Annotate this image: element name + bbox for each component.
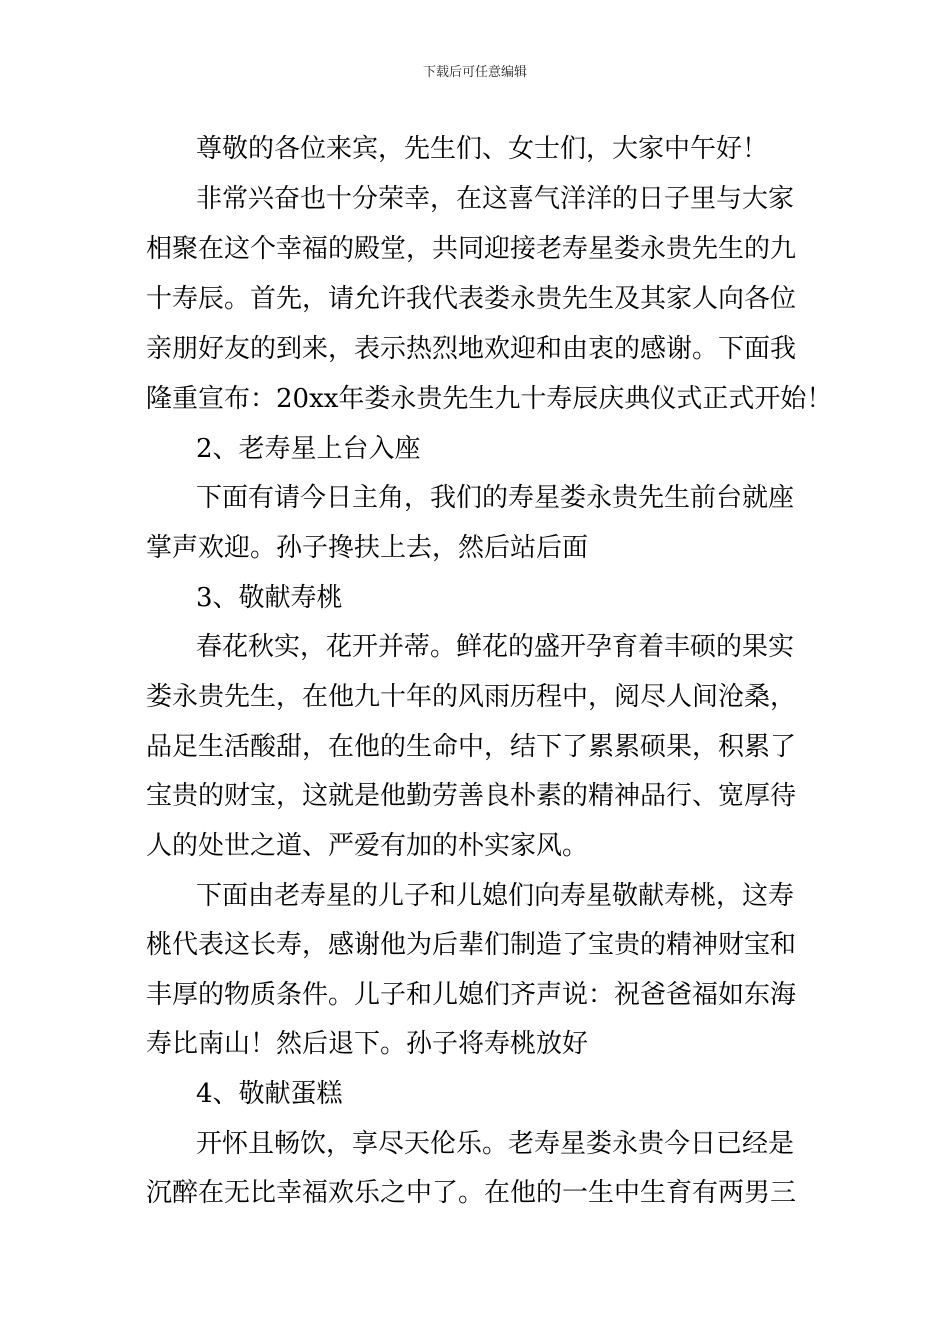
text-line: 下面由老寿星的儿子和儿媳们向寿星敬献寿桃，这寿 (196, 881, 795, 911)
text-line: 娄永贵先生，在他九十年的风雨历程中，阅尽人间沧桑， (146, 682, 797, 712)
text-line: 相聚在这个幸福的殿堂，共同迎接老寿星娄永贵先生的九 (146, 234, 797, 264)
text-line: 掌声欢迎。孙子搀扶上去，然后站后面 (146, 533, 589, 563)
text-line: 沉醉在无比幸福欢乐之中了。在他的一生中生育有两男三 (146, 1178, 797, 1208)
text-line: 十寿辰。首先，请允许我代表娄永贵先生及其家人向各位 (146, 284, 797, 314)
text-line: 宝贵的财宝，这就是他勤劳善良朴素的精神品行、宽厚待 (146, 781, 797, 811)
text-line: 亲朋好友的到来，表示热烈地欢迎和由衷的感谢。下面我 (146, 334, 797, 364)
text-line: 尊敬的各位来宾，先生们、女士们，大家中午好！ (196, 134, 769, 164)
section-heading: 2、老寿星上台入座 (196, 434, 421, 464)
text-line: 非常兴奋也十分荣幸，在这喜气洋洋的日子里与大家 (196, 184, 795, 214)
text-line: 开怀且畅饮，享尽天伦乐。老寿星娄永贵今日已经是 (196, 1129, 795, 1159)
text-line: 桃代表这长寿，感谢他为后辈们制造了宝贵的精神财宝和 (146, 930, 797, 960)
page-header: 下载后可任意编辑 (422, 65, 527, 80)
text-line: 人的处世之道、严爱有加的朴实家风。 (146, 831, 589, 861)
text-line: 寿比南山！然后退下。孙子将寿桃放好 (146, 1029, 589, 1059)
text-line: 丰厚的物质条件。儿子和儿媳们齐声说：祝爸爸福如东海 (146, 980, 797, 1010)
section-heading: 3、敬献寿桃 (196, 583, 343, 613)
section-heading: 4、敬献蛋糕 (196, 1079, 343, 1109)
text-line: 隆重宣布：20xx年娄永贵先生九十寿辰庆典仪式正式开始！ (146, 384, 833, 414)
text-line: 品足生活酸甜，在他的生命中，结下了累累硕果，积累了 (146, 732, 797, 762)
text-line: 春花秋实，花开并蒂。鲜花的盛开孕育着丰硕的果实 (196, 632, 795, 662)
text-line: 下面有请今日主角，我们的寿星娄永贵先生前台就座 (196, 483, 795, 513)
